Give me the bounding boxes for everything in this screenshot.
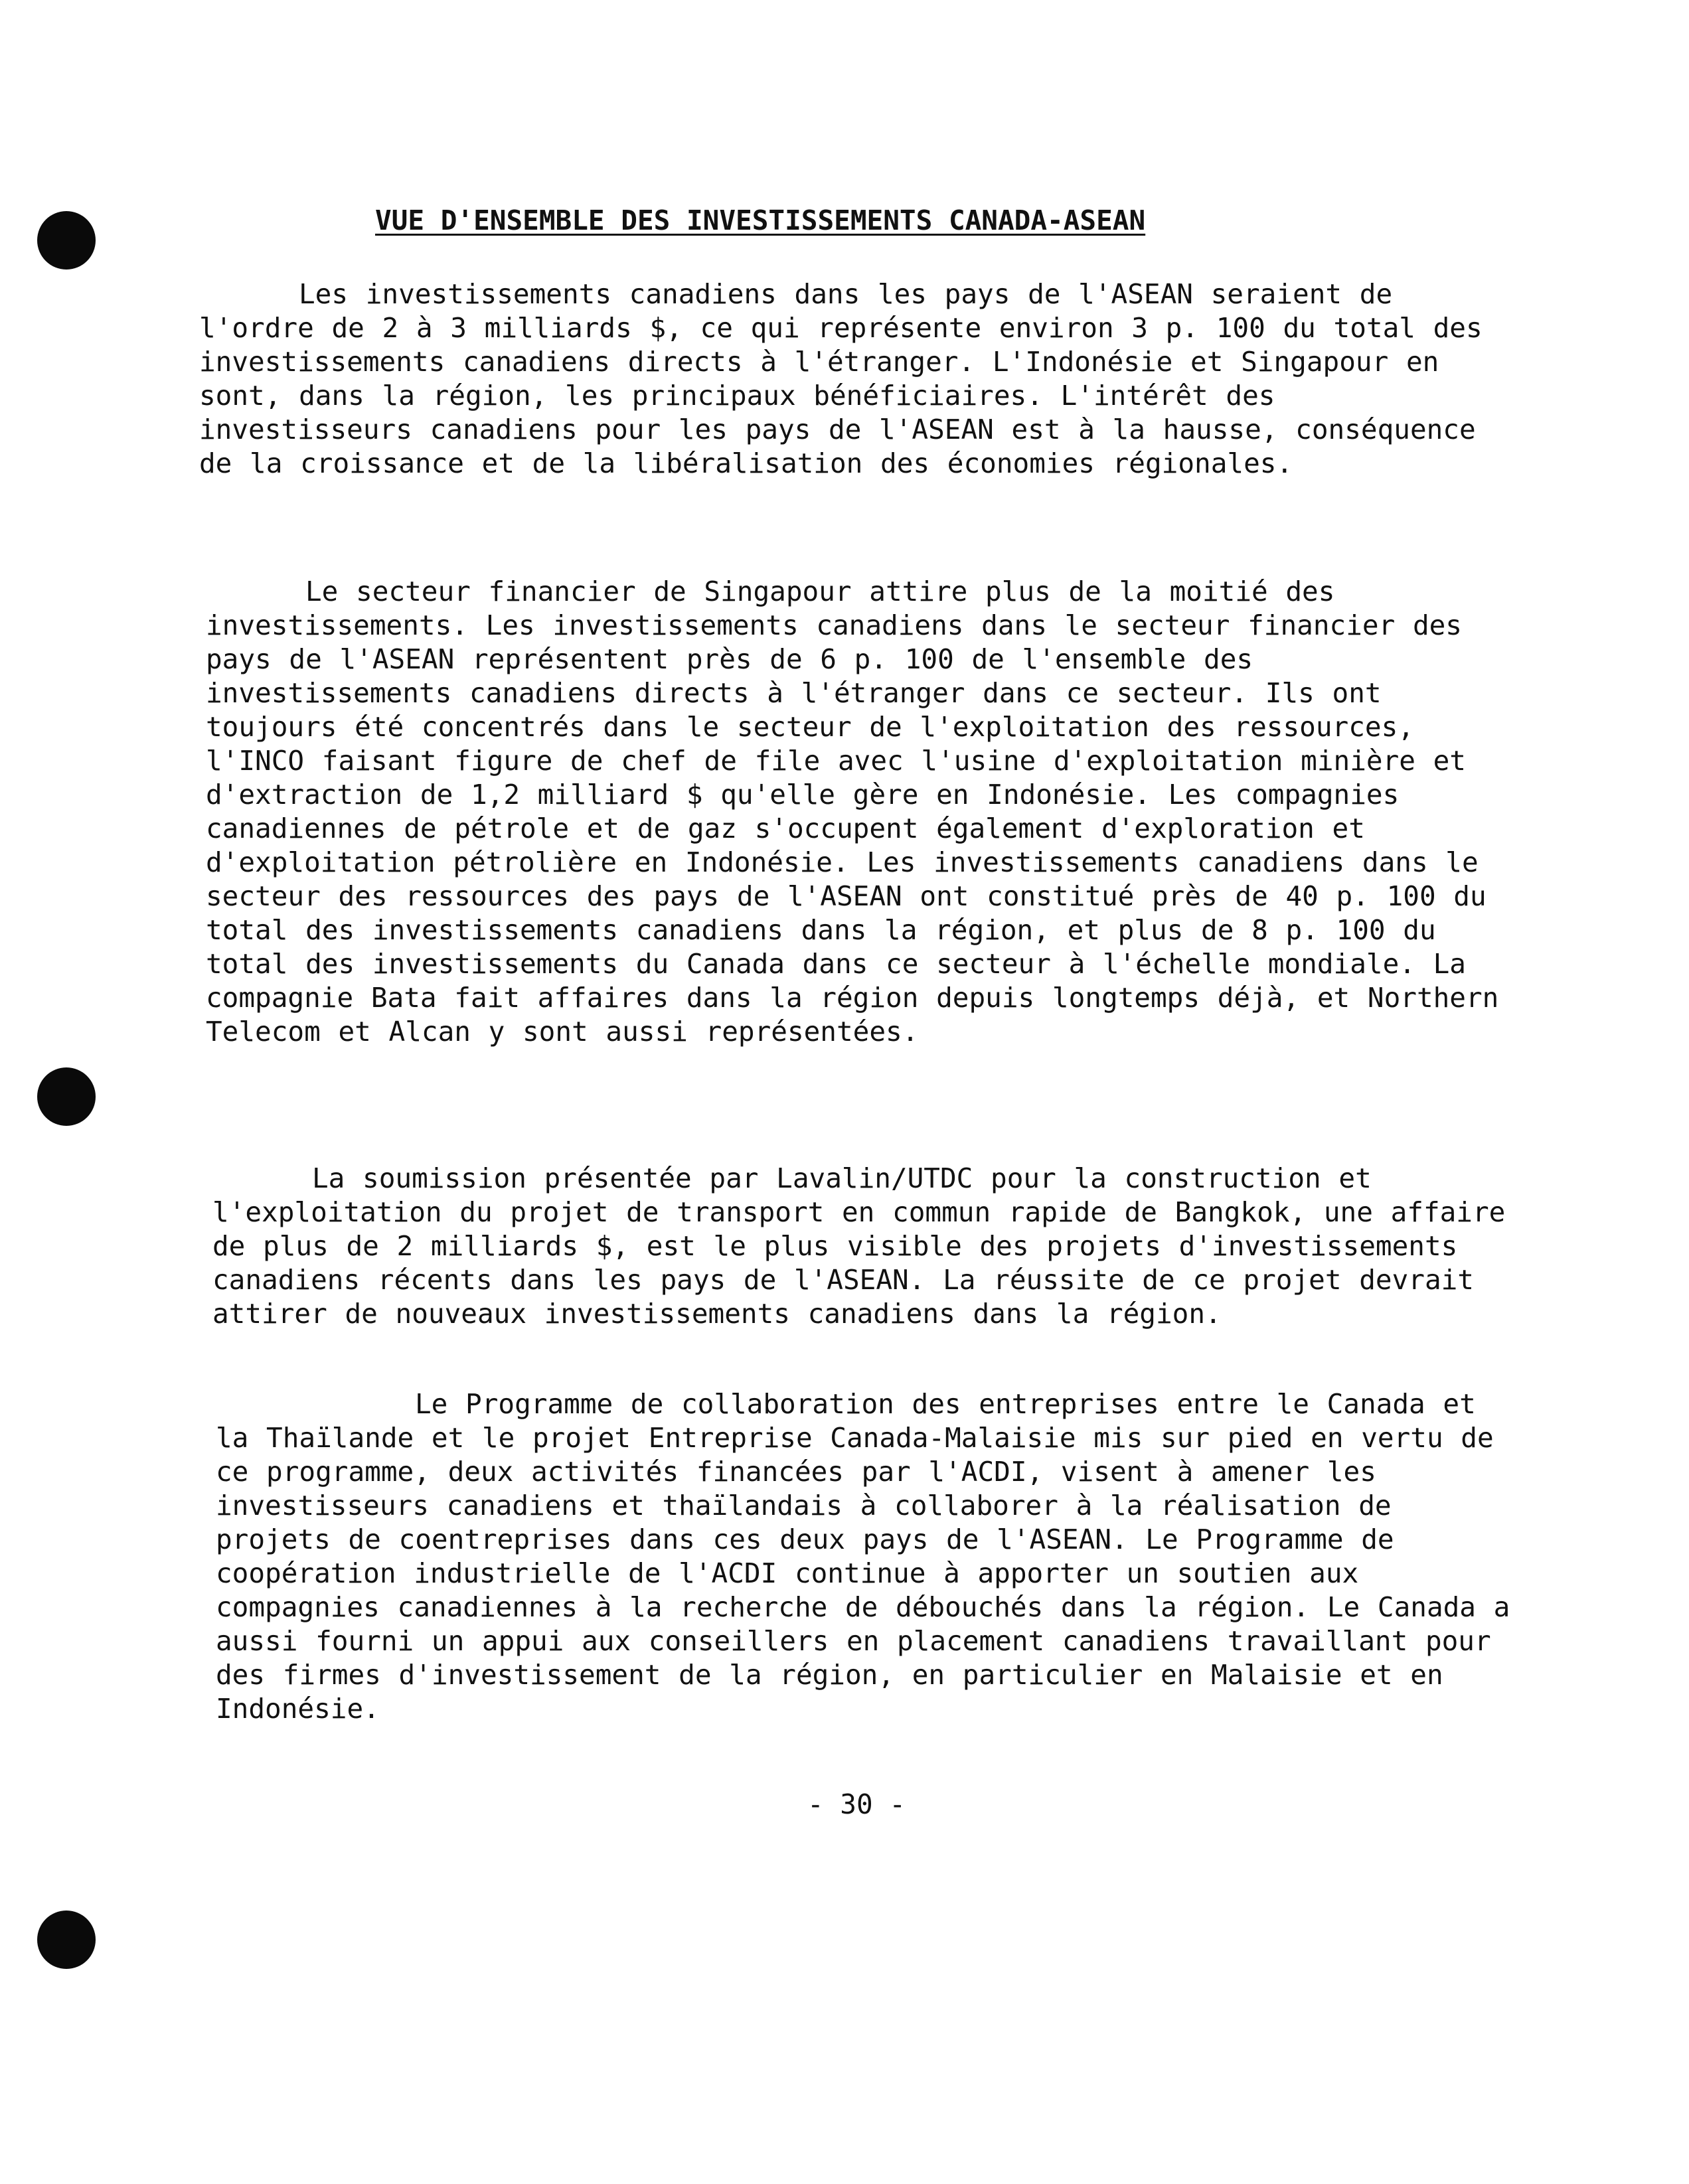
paragraph-overview (199, 277, 1500, 481)
binder-hole-top (37, 211, 96, 270)
paragraph-cooperation-programs (216, 1387, 1517, 1726)
binder-hole-bottom (37, 1911, 96, 1969)
paragraph-financial-sector (206, 575, 1507, 1049)
page-title: VUE D'ENSEMBLE DES INVESTISSEMENTS CANADA-ASEAN (375, 204, 1146, 236)
paragraph-text: Les investissements canadiens dans les pays de l'ASEAN seraient de l'ordre de 2 à 3 milliards $, ce qui représente environ 3 p. 100 du total des investissements canadiens directs à l'étranger. L'Indonésie et Singapour en sont, dans la région, les principaux bénéficiaires. L'intérêt des investisseurs canadiens pour les pays de l'ASEAN est à la hausse, conséquence de la croissance et de la libéralisation des économies régionales. (199, 278, 1483, 479)
binder-hole-middle (37, 1067, 96, 1126)
paragraph-bangkok-project (212, 1162, 1514, 1331)
paragraph-text: Le secteur financier de Singapour attire plus de la moitié des investissements. Les investissements canadiens dans le secteur financier des pays de l'ASEAN représentent près de 6 p. 100 de l'ensemble des investissements canadiens directs à l'étranger dans ce secteur. Ils ont toujours été concentrés dans le secteur de l'exploitation des ressources, l'INCO faisant figure de chef de file avec l'usine d'exploitation minière et d'extraction de 1,2 milliard $ qu'elle gère en Indonésie. Les compagnies canadiennes de pétrole et de gaz s'occupent également d'exploration et d'exploitation pétrolière en Indonésie. Les investissements canadiens dans le secteur des ressources des pays de l'ASEAN ont constitué près de 40 p. 100 du total des investissements canadiens dans la région, et plus de 8 p. 100 du total des investissements du Canada dans ce secteur à l'échelle mondiale. La compagnie Bata fait affaires dans la région depuis longtemps déjà, et Northern Telecom et Alcan y sont aussi représentées. (206, 576, 1499, 1048)
page-number: - 30 - (807, 1788, 906, 1820)
paragraph-text: Le Programme de collaboration des entreprises entre le Canada et la Thaïlande et le projet Entreprise Canada-Malaisie mis sur pied en vertu de ce programme, deux activités financées par l'ACDI, visent à amener les investisseurs canadiens et thaïlandais à collaborer à la réalisation de projets de coentreprises dans ces deux pays de l'ASEAN. Le Programme de coopération industrielle de l'ACDI continue à apporter un soutien aux compagnies canadiennes à la recherche de débouchés dans la région. Le Canada a aussi fourni un appui aux conseillers en placement canadiens travaillant pour des firmes d'investissement de la région, en particulier en Malaisie et en Indonésie. (216, 1388, 1510, 1725)
paragraph-text: La soumission présentée par Lavalin/UTDC pour la construction et l'exploitation du projet de transport en commun rapide de Bangkok, une affaire de plus de 2 milliards $, est le plus visible des projets d'investissements canadiens récents dans les pays de l'ASEAN. La réussite de ce projet devrait attirer de nouveaux investissements canadiens dans la région. (212, 1162, 1506, 1330)
